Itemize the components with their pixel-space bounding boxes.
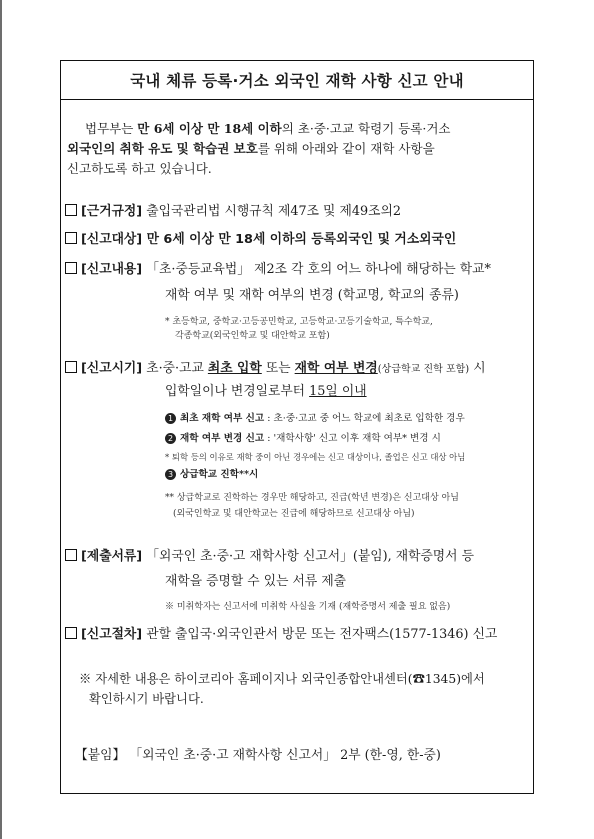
section-documents <box>65 546 474 568</box>
checkbox-icon <box>65 262 77 274</box>
section-timing <box>65 358 486 381</box>
section-procedure <box>65 624 497 646</box>
documents-line2: 재학을 증명할 수 있는 서류 제출 <box>165 574 347 589</box>
timing-change: 재학 여부 변경 <box>294 361 378 376</box>
footnote-line2: 확인하시기 바랍니다. <box>89 692 204 706</box>
number-circle-icon: 2 <box>165 433 176 444</box>
timing-item3 <box>165 468 258 482</box>
timing-text: 시 <box>469 361 486 376</box>
checkbox-icon <box>65 204 77 216</box>
timing-text: 또는 <box>261 361 295 376</box>
intro-line2-bold: 외국인의 취학 유도 및 학습권 보호 <box>67 141 258 156</box>
section-text: 출입국관리법 시행규칙 제47조 및 제49조의2 <box>142 204 401 219</box>
timing-item1 <box>165 412 465 426</box>
attachment-line: 【붙임】 「외국인 초·중·고 재학사항 신고서」 2부 (한-영, 한-중) <box>75 748 441 763</box>
timing-line2 <box>165 381 367 403</box>
section-label: [근거규정] <box>81 204 143 219</box>
timing-first-entry: 최초 입학 <box>207 361 262 376</box>
intro-line1-bold: 만 6세 이상 만 18세 이하 <box>137 121 282 136</box>
item-title: 상급학교 진학**시 <box>180 469 259 480</box>
timing-small: (상급학교 진학 포함) <box>377 364 470 375</box>
timing-item2 <box>165 432 441 446</box>
section-label: [신고절차] <box>81 627 143 642</box>
timing-item3-note2: (외국인학교 및 대안학교는 진급에 해당하므로 신고대상 아님) <box>173 509 415 519</box>
item-text: : 초·중·고교 중 어느 학교에 최초로 입학한 경우 <box>264 413 465 424</box>
notice-frame <box>60 60 534 794</box>
content-line2: 재학 여부 및 재학 여부의 변경 (학교명, 학교의 종류) <box>165 288 459 303</box>
intro-line3: 신고하도록 하고 있습니다. <box>67 161 212 176</box>
documents-line1: 「외국인 초·중·고 재학사항 신고서」(붙임), 재학증명서 등 <box>146 549 474 564</box>
intro-line1-mid: 의 초·중·고교 학령기 등록·거소 <box>281 121 451 136</box>
checkbox-icon <box>65 627 77 639</box>
number-circle-icon: 3 <box>165 469 176 480</box>
timing-deadline: 15일 이내 <box>309 384 367 399</box>
item-text: : '재학사항' 신고 이후 재학 여부* 변경 시 <box>264 433 441 444</box>
item-title: 최초 재학 여부 신고 <box>180 413 265 424</box>
content-line1: 「초·중등교육법」 제2조 각 호의 어느 하나에 해당하는 학교* <box>146 262 491 277</box>
timing-item3-note1: ** 상급학교로 진학하는 경우만 해당하고, 진급(학년 변경)은 신고대상 아님 <box>165 493 459 503</box>
content-note2: 각종학교(외국인학교 및 대안학교 포함) <box>175 331 330 341</box>
timing-text: 초·중·고교 <box>142 361 208 376</box>
footnote-line1: ※ 자세한 내용은 하이코리아 홈페이지나 외국인종합안내센터(☎1345)에서 <box>79 672 485 686</box>
section-label: [신고대상] <box>81 232 143 247</box>
checkbox-icon <box>65 361 77 373</box>
item-title: 재학 여부 변경 신고 <box>180 433 265 444</box>
section-target <box>65 229 456 251</box>
number-circle-icon: 1 <box>165 413 176 424</box>
checkbox-icon <box>65 549 77 561</box>
section-text: 관할 출입국·외국인관서 방문 또는 전자팩스(1577-1346) 신고 <box>142 627 498 642</box>
section-text: 만 6세 이상 만 18세 이하의 등록외국인 및 거소외국인 <box>142 232 457 247</box>
content-note1: * 초등학교, 중학교·고등공민학교, 고등학교·고등기술학교, 특수학교, <box>165 317 433 327</box>
section-content <box>65 259 491 281</box>
timing-item2-note: * 퇴학 등의 이유로 재학 중이 아닌 경우에는 신고 대상이나, 졸업은 신고 대상 아님 <box>165 452 466 462</box>
checkbox-icon <box>65 232 77 244</box>
section-label: [제출서류] <box>81 549 143 564</box>
page-left-edge <box>0 0 2 839</box>
section-basis <box>65 201 401 223</box>
section-label: [신고내용] <box>81 262 143 277</box>
documents-note: ※ 미취학자는 신고서에 미취학 사실을 기재 (재학증명서 제출 필요 없음) <box>165 602 451 612</box>
section-label: [신고시기] <box>81 361 143 376</box>
intro-line2-post: 를 위해 아래와 같이 재학 사항을 <box>257 141 435 156</box>
intro-line1-pre: 법무부는 <box>85 121 138 136</box>
notice-title: 국내 체류 등록·거소 외국인 재학 사항 신고 안내 <box>61 61 533 100</box>
timing-text: 입학일이나 변경일로부터 <box>165 384 310 399</box>
intro-paragraph <box>67 119 531 179</box>
